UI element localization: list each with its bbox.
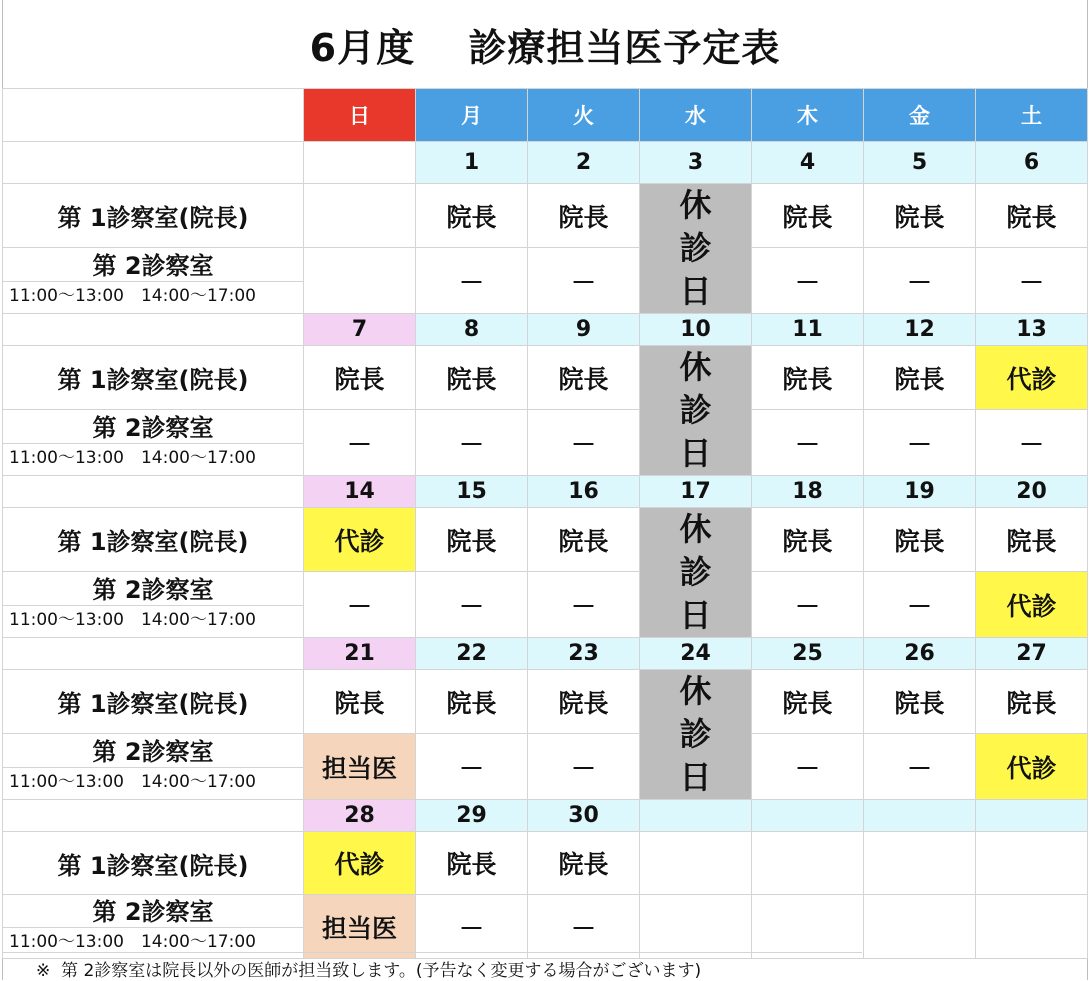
room2-hours: 11:00〜13:00 14:00〜17:00 [9,932,256,952]
room2-hours: 11:00〜13:00 14:00〜17:00 [9,448,256,469]
date-cell: 23 [528,638,640,670]
room1-cell: 院長 [528,832,640,895]
room1-cell: 代診 [976,346,1088,410]
room1-cell [976,832,1088,895]
room1-cell [864,832,976,895]
weekday-header: 金 [864,89,976,142]
closed-day-cell [640,346,752,476]
date-row-label [3,142,304,184]
room2-cell: 担当医 [304,895,416,959]
date-cell: 2 [528,142,640,184]
room2-cell: － [304,410,416,476]
room2-cell: 代診 [976,572,1088,638]
room2-cell: － [752,572,864,638]
room2-cell [640,895,752,959]
weekday-header: 日 [304,89,416,142]
room2-label: 第 2診察室 [3,575,303,606]
room2-cell: － [976,410,1088,476]
date-cell: 29 [416,800,528,832]
room2-row [3,572,1088,638]
date-cell: 1 [416,142,528,184]
room1-cell: 院長 [864,346,976,410]
room1-row [3,346,1088,410]
room2-label-cell [3,410,304,476]
room2-cell: － [864,410,976,476]
date-row-label [3,800,304,832]
room2-hours: 11:00〜13:00 14:00〜17:00 [9,610,256,631]
date-row [3,800,1088,832]
room1-row [3,508,1088,572]
date-cell: 21 [304,638,416,670]
date-cell: 6 [976,142,1088,184]
room1-cell: 院長 [976,508,1088,572]
date-cell [304,142,416,184]
date-cell: 24 [640,638,752,670]
date-cell: 18 [752,476,864,508]
date-row [3,142,1088,184]
room2-cell [752,895,864,959]
room2-cell: － [528,895,640,959]
room1-label: 第 1診察室(院長) [3,184,304,248]
closed-day-cell [640,184,752,314]
date-cell [976,800,1088,832]
date-row-label [3,638,304,670]
room2-cell: － [528,410,640,476]
room2-cell [976,895,1088,959]
page-title: 6月度 診療担当医予定表 [309,25,781,70]
room1-cell: 院長 [416,508,528,572]
date-cell: 4 [752,142,864,184]
weekday-header: 木 [752,89,864,142]
room2-cell: 代診 [976,734,1088,800]
room1-row [3,832,1088,895]
room2-cell [864,895,976,959]
date-row [3,314,1088,346]
room1-label: 第 1診察室(院長) [3,346,304,410]
room1-cell: 院長 [752,184,864,248]
room1-cell: 院長 [528,508,640,572]
room1-cell: 院長 [752,508,864,572]
room2-cell: － [416,734,528,800]
weekday-header-row [3,89,1088,142]
date-cell: 25 [752,638,864,670]
room1-cell: 院長 [416,184,528,248]
room2-row [3,895,1088,959]
room1-cell: 院長 [416,832,528,895]
weekday-header: 土 [976,89,1088,142]
room2-label: 第 2診察室 [3,737,303,768]
room2-cell: － [864,572,976,638]
date-cell: 12 [864,314,976,346]
date-cell: 11 [752,314,864,346]
date-cell: 5 [864,142,976,184]
room1-row [3,670,1088,734]
room2-row [3,248,1088,314]
closed-day-label: 休 診 日 [679,510,712,634]
date-row-label [3,314,304,346]
date-cell: 14 [304,476,416,508]
room1-cell: 院長 [416,346,528,410]
date-cell: 22 [416,638,528,670]
schedule-table [2,88,1088,959]
date-cell [864,800,976,832]
room2-cell: － [304,572,416,638]
date-cell: 27 [976,638,1088,670]
room2-cell: － [528,248,640,314]
room2-cell: － [752,410,864,476]
date-cell: 3 [640,142,752,184]
date-cell [752,800,864,832]
room2-cell: － [416,410,528,476]
date-cell: 28 [304,800,416,832]
room1-cell [640,832,752,895]
room2-hours: 11:00〜13:00 14:00〜17:00 [9,286,256,307]
room1-cell: 院長 [416,670,528,734]
closed-day-cell [640,508,752,638]
room1-row [3,184,1088,248]
room2-label-cell [3,248,304,314]
date-cell: 26 [864,638,976,670]
corner-cell [3,89,304,142]
room2-cell: 担当医 [304,734,416,800]
room2-cell: － [864,734,976,800]
room2-cell: － [416,895,528,959]
room2-label-cell [3,572,304,638]
room2-cell [304,248,416,314]
date-row-label [3,476,304,508]
room2-cell: － [528,734,640,800]
room1-cell: 院長 [864,184,976,248]
room1-label: 第 1診察室(院長) [3,832,304,895]
date-cell: 13 [976,314,1088,346]
room2-cell: － [864,248,976,314]
room1-cell: 院長 [752,670,864,734]
date-cell [640,800,752,832]
date-row [3,638,1088,670]
date-cell: 10 [640,314,752,346]
weekday-header: 月 [416,89,528,142]
room2-cell: － [416,572,528,638]
room1-cell: 院長 [528,346,640,410]
date-cell: 19 [864,476,976,508]
room1-cell: 院長 [752,346,864,410]
room2-cell: － [528,572,640,638]
room2-label: 第 2診察室 [3,897,303,928]
room2-row [3,734,1088,800]
room2-row [3,410,1088,476]
room1-label: 第 1診察室(院長) [3,670,304,734]
closed-day-label: 休 診 日 [679,186,712,310]
date-cell: 9 [528,314,640,346]
room2-cell: － [976,248,1088,314]
room1-cell: 院長 [864,670,976,734]
room1-cell: 代診 [304,832,416,895]
room1-cell: 院長 [304,346,416,410]
date-cell: 8 [416,314,528,346]
room1-cell [304,184,416,248]
date-cell: 16 [528,476,640,508]
date-cell: 7 [304,314,416,346]
room1-cell: 院長 [976,670,1088,734]
room2-cell: － [752,248,864,314]
room1-cell [752,832,864,895]
room1-cell: 院長 [976,184,1088,248]
footnote: ※ 第 2診察室は院長以外の医師が担当致します。(予告なく変更する場合がございます) [36,961,702,981]
room1-cell: 院長 [304,670,416,734]
date-cell: 20 [976,476,1088,508]
room2-label-cell [3,895,304,959]
room1-cell: 院長 [528,670,640,734]
date-cell: 17 [640,476,752,508]
date-row [3,476,1088,508]
closed-day-label: 休 診 日 [679,672,712,796]
weekday-header: 水 [640,89,752,142]
room2-label: 第 2診察室 [3,251,303,282]
room2-hours: 11:00〜13:00 14:00〜17:00 [9,772,256,793]
closed-day-cell [640,670,752,800]
weekday-header: 火 [528,89,640,142]
room1-cell: 院長 [528,184,640,248]
closed-day-label: 休 診 日 [679,348,712,472]
footnote-divider [2,952,862,953]
room1-label: 第 1診察室(院長) [3,508,304,572]
room1-cell: 代診 [304,508,416,572]
date-cell: 30 [528,800,640,832]
room2-label: 第 2診察室 [3,413,303,444]
room2-cell: － [416,248,528,314]
room2-label-cell [3,734,304,800]
date-cell: 15 [416,476,528,508]
room1-cell: 院長 [864,508,976,572]
room2-cell: － [752,734,864,800]
